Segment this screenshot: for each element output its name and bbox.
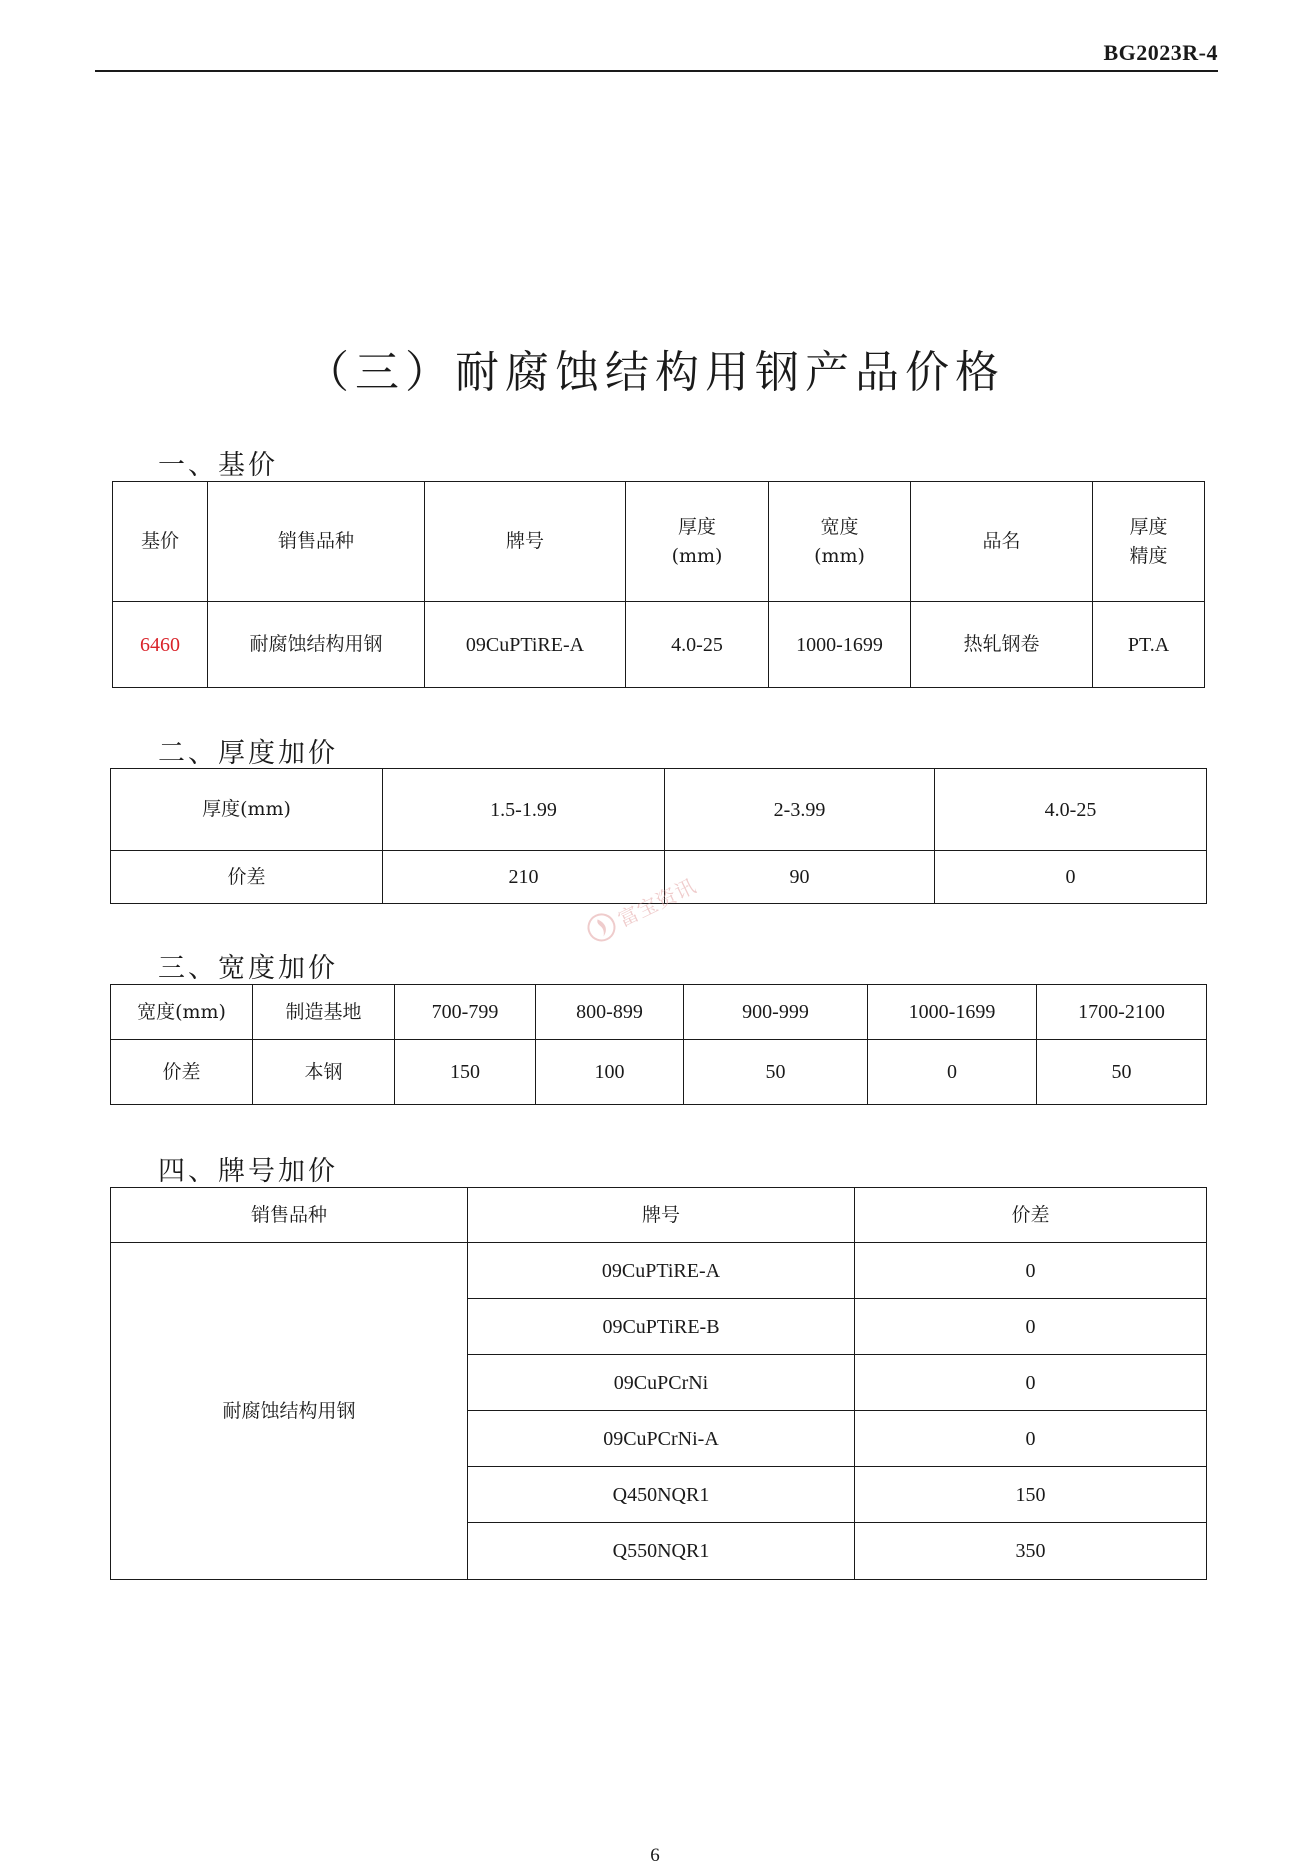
section-title-thickness: 二、厚度加价 <box>158 738 338 769</box>
table-cell: 0 <box>855 1411 1207 1467</box>
table-cell: 4.0-25 <box>935 769 1207 851</box>
header-cell: 价差 <box>855 1188 1207 1243</box>
table-row <box>111 985 1207 1040</box>
table-cell: 1.5-1.99 <box>383 769 665 851</box>
table-cell: 09CuPCrNi <box>468 1355 855 1411</box>
table-cell: 100 <box>536 1040 684 1105</box>
header-rule <box>95 70 1218 72</box>
table-cell: 0 <box>855 1299 1207 1355</box>
table-cell: 宽度(mm) <box>111 985 253 1040</box>
section-title-grade: 四、牌号加价 <box>158 1156 338 1187</box>
table-cell: 90 <box>665 851 935 904</box>
header-cell: 销售品种 <box>111 1188 468 1243</box>
table-cell: 700-799 <box>395 985 536 1040</box>
width-table <box>110 984 1207 1105</box>
section-title-base-price: 一、基价 <box>158 450 278 481</box>
header-cell: 厚度 (mm) <box>626 482 769 602</box>
table-cell: 价差 <box>111 851 383 904</box>
table-cell: Q450NQR1 <box>468 1467 855 1523</box>
table-cell: 1000-1699 <box>868 985 1037 1040</box>
header-cell: 厚度 精度 <box>1093 482 1205 602</box>
page-number: 6 <box>650 1845 660 1866</box>
table-row <box>111 1040 1207 1105</box>
table-cell: 09CuPTiRE-A <box>425 602 626 688</box>
base-price-data-row <box>113 602 1205 688</box>
header-cell: 牌号 <box>468 1188 855 1243</box>
table-cell: 0 <box>855 1355 1207 1411</box>
header-cell: 品名 <box>911 482 1093 602</box>
table-cell: 耐腐蚀结构用钢 <box>208 602 425 688</box>
table-cell: 价差 <box>111 1040 253 1105</box>
table-cell: 350 <box>855 1523 1207 1580</box>
table-cell: 0 <box>855 1243 1207 1299</box>
table-cell: 1000-1699 <box>769 602 911 688</box>
grade-table <box>110 1187 1207 1580</box>
product-cell: 耐腐蚀结构用钢 <box>111 1243 468 1580</box>
header-cell: 牌号 <box>425 482 626 602</box>
table-cell: 50 <box>684 1040 868 1105</box>
table-cell: 800-899 <box>536 985 684 1040</box>
table-cell: 210 <box>383 851 665 904</box>
base-price-value: 6460 <box>113 602 208 688</box>
table-cell: 50 <box>1037 1040 1207 1105</box>
table-cell: 0 <box>868 1040 1037 1105</box>
table-cell: 09CuPTiRE-A <box>468 1243 855 1299</box>
section-title-width: 三、宽度加价 <box>158 953 338 984</box>
header-cell: 宽度 (mm) <box>769 482 911 602</box>
grade-header-row <box>111 1188 1207 1243</box>
table-cell: 150 <box>395 1040 536 1105</box>
table-cell: 2-3.99 <box>665 769 935 851</box>
table-cell: 厚度(mm) <box>111 769 383 851</box>
table-row <box>111 769 1207 851</box>
table-cell: 0 <box>935 851 1207 904</box>
watermark-text: 富宝资讯 <box>613 872 700 932</box>
table-cell: PT.A <box>1093 602 1205 688</box>
table-cell: 热轧钢卷 <box>911 602 1093 688</box>
table-cell: 09CuPTiRE-B <box>468 1299 855 1355</box>
table-cell: 900-999 <box>684 985 868 1040</box>
table-cell: 150 <box>855 1467 1207 1523</box>
document-code: BG2023R-4 <box>1103 40 1218 65</box>
table-cell: 4.0-25 <box>626 602 769 688</box>
table-cell: Q550NQR1 <box>468 1523 855 1580</box>
base-price-table <box>112 481 1205 688</box>
table-cell: 本钢 <box>253 1040 395 1105</box>
base-price-header-row <box>113 482 1205 602</box>
header-cell: 基价 <box>113 482 208 602</box>
table-row <box>111 1243 1207 1299</box>
table-cell: 制造基地 <box>253 985 395 1040</box>
page-title: （三）耐腐蚀结构用钢产品价格 <box>305 347 1005 398</box>
header-cell: 销售品种 <box>208 482 425 602</box>
table-cell: 09CuPCrNi-A <box>468 1411 855 1467</box>
table-cell: 1700-2100 <box>1037 985 1207 1040</box>
